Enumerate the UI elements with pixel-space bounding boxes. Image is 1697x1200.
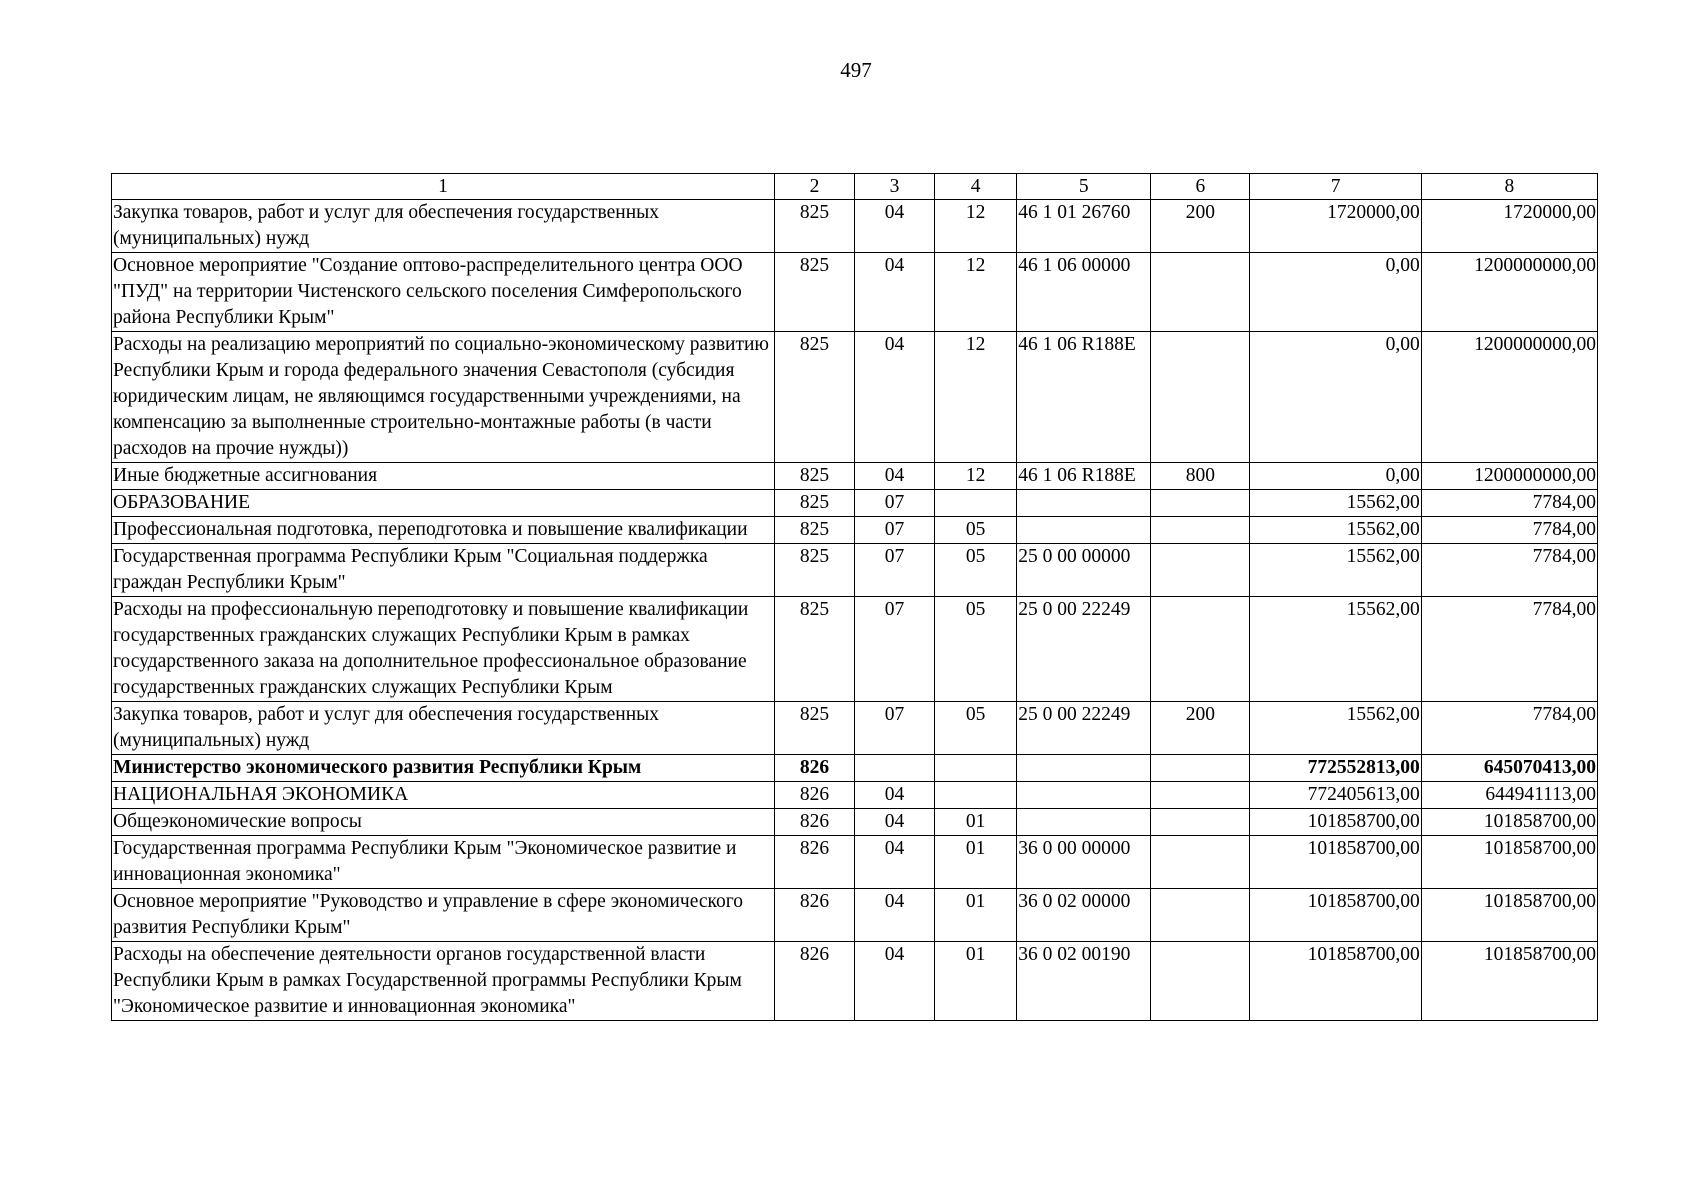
subsection-code-cell: 05 [935, 597, 1017, 702]
section-code-cell: 04 [854, 782, 934, 809]
grbs-code-cell: 825 [774, 597, 854, 702]
row-name-cell: Расходы на профессиональную переподготовку и повышение квалификации государственных гражданских служащих Республики Крым в рамках государственного заказа на дополнительное профессиональное образование государственных гражданских служащих Республики Крым [112, 597, 775, 702]
section-code-cell: 04 [854, 200, 934, 253]
subsection-code-cell [935, 755, 1017, 782]
section-code-cell: 07 [854, 544, 934, 597]
grbs-code-cell: 826 [774, 889, 854, 942]
table-row [112, 253, 1598, 332]
target-article-cell: 46 1 06 R188E [1017, 332, 1151, 463]
row-name-cell: Общеэкономические вопросы [112, 809, 775, 836]
row-name-cell: Основное мероприятие "Создание оптово-распределительного центра ООО "ПУД" на территории Чистенского сельского поселения Симферопольского района Республики Крым" [112, 253, 775, 332]
target-article-cell [1017, 517, 1151, 544]
subsection-code-cell: 12 [935, 200, 1017, 253]
subsection-code-cell: 05 [935, 517, 1017, 544]
column-header: 4 [935, 174, 1017, 200]
expense-type-cell [1151, 755, 1250, 782]
subsection-code-cell: 12 [935, 332, 1017, 463]
target-article-cell: 36 0 02 00190 [1017, 942, 1151, 1021]
row-name-cell: Министерство экономического развития Республики Крым [112, 755, 775, 782]
target-article-cell: 25 0 00 22249 [1017, 597, 1151, 702]
table-row [112, 200, 1598, 253]
amount-column-7-cell: 15562,00 [1250, 544, 1421, 597]
section-code-cell: 07 [854, 702, 934, 755]
grbs-code-cell: 825 [774, 253, 854, 332]
section-code-cell: 07 [854, 597, 934, 702]
section-code-cell: 04 [854, 332, 934, 463]
table-row [112, 836, 1598, 889]
column-header: 5 [1017, 174, 1151, 200]
row-name-cell: Основное мероприятие "Руководство и управление в сфере экономического развития Республики Крым" [112, 889, 775, 942]
target-article-cell: 46 1 01 26760 [1017, 200, 1151, 253]
amount-column-8-cell: 7784,00 [1421, 490, 1597, 517]
amount-column-8-cell: 7784,00 [1421, 544, 1597, 597]
table-row [112, 544, 1598, 597]
amount-column-8-cell: 101858700,00 [1421, 836, 1597, 889]
target-article-cell: 25 0 00 00000 [1017, 544, 1151, 597]
amount-column-7-cell: 101858700,00 [1250, 942, 1421, 1021]
subsection-code-cell: 01 [935, 942, 1017, 1021]
expense-type-cell [1151, 889, 1250, 942]
table-row [112, 597, 1598, 702]
subsection-code-cell: 05 [935, 702, 1017, 755]
grbs-code-cell: 825 [774, 490, 854, 517]
grbs-code-cell: 826 [774, 836, 854, 889]
amount-column-7-cell: 101858700,00 [1250, 836, 1421, 889]
amount-column-8-cell: 101858700,00 [1421, 889, 1597, 942]
section-code-cell [854, 755, 934, 782]
amount-column-8-cell: 1200000000,00 [1421, 463, 1597, 490]
expense-type-cell [1151, 253, 1250, 332]
amount-column-8-cell: 1200000000,00 [1421, 332, 1597, 463]
section-code-cell: 04 [854, 836, 934, 889]
column-header: 6 [1151, 174, 1250, 200]
target-article-cell [1017, 490, 1151, 517]
section-code-cell: 04 [854, 809, 934, 836]
expense-type-cell: 800 [1151, 463, 1250, 490]
expense-type-cell [1151, 332, 1250, 463]
row-name-cell: Профессиональная подготовка, переподготовка и повышение квалификации [112, 517, 775, 544]
column-header: 2 [774, 174, 854, 200]
header-row [112, 174, 1598, 200]
target-article-cell: 36 0 02 00000 [1017, 889, 1151, 942]
target-article-cell: 46 1 06 R188E [1017, 463, 1151, 490]
row-name-cell: Закупка товаров, работ и услуг для обеспечения государственных (муниципальных) нужд [112, 702, 775, 755]
table-row [112, 782, 1598, 809]
target-article-cell [1017, 782, 1151, 809]
section-code-cell: 07 [854, 517, 934, 544]
amount-column-8-cell: 1200000000,00 [1421, 253, 1597, 332]
amount-column-7-cell: 15562,00 [1250, 490, 1421, 517]
grbs-code-cell: 825 [774, 332, 854, 463]
subsection-code-cell: 12 [935, 463, 1017, 490]
grbs-code-cell: 825 [774, 517, 854, 544]
target-article-cell: 36 0 00 00000 [1017, 836, 1151, 889]
column-header: 1 [112, 174, 775, 200]
grbs-code-cell: 825 [774, 463, 854, 490]
column-header: 8 [1421, 174, 1597, 200]
amount-column-8-cell: 644941113,00 [1421, 782, 1597, 809]
table-row [112, 942, 1598, 1021]
table-row [112, 463, 1598, 490]
expense-type-cell [1151, 942, 1250, 1021]
amount-column-8-cell: 7784,00 [1421, 597, 1597, 702]
row-name-cell: Государственная программа Республики Крым "Экономическое развитие и инновационная экономика" [112, 836, 775, 889]
target-article-cell [1017, 809, 1151, 836]
target-article-cell: 46 1 06 00000 [1017, 253, 1151, 332]
amount-column-8-cell: 7784,00 [1421, 517, 1597, 544]
table-row [112, 889, 1598, 942]
section-code-cell: 07 [854, 490, 934, 517]
row-name-cell: Расходы на реализацию мероприятий по социально-экономическому развитию Республики Крым и города федерального значения Севастополя (субсидия юридическим лицам, не являющимся государственными учреждениями, на компенсацию за выполненные строительно-монтажные работы (в части расходов на прочие нужды)) [112, 332, 775, 463]
grbs-code-cell: 826 [774, 755, 854, 782]
expense-type-cell [1151, 490, 1250, 517]
subsection-code-cell: 01 [935, 889, 1017, 942]
section-code-cell: 04 [854, 942, 934, 1021]
grbs-code-cell: 825 [774, 702, 854, 755]
table-row [112, 809, 1598, 836]
amount-column-8-cell: 645070413,00 [1421, 755, 1597, 782]
row-name-cell: Государственная программа Республики Крым "Социальная поддержка граждан Республики Крым" [112, 544, 775, 597]
row-name-cell: ОБРАЗОВАНИЕ [112, 490, 775, 517]
expense-type-cell: 200 [1151, 702, 1250, 755]
table-row [112, 332, 1598, 463]
column-header: 3 [854, 174, 934, 200]
expense-type-cell [1151, 809, 1250, 836]
row-name-cell: Закупка товаров, работ и услуг для обеспечения государственных (муниципальных) нужд [112, 200, 775, 253]
row-name-cell: Расходы на обеспечение деятельности органов государственной власти Республики Крым в рамках Государственной программы Республики Крым "Экономическое развитие и инновационная экономика" [112, 942, 775, 1021]
grbs-code-cell: 825 [774, 200, 854, 253]
target-article-cell: 25 0 00 22249 [1017, 702, 1151, 755]
subsection-code-cell: 05 [935, 544, 1017, 597]
column-header: 7 [1250, 174, 1421, 200]
target-article-cell [1017, 755, 1151, 782]
expense-type-cell: 200 [1151, 200, 1250, 253]
amount-column-8-cell: 1720000,00 [1421, 200, 1597, 253]
grbs-code-cell: 826 [774, 942, 854, 1021]
expense-type-cell [1151, 782, 1250, 809]
table-row [112, 517, 1598, 544]
section-code-cell: 04 [854, 889, 934, 942]
grbs-code-cell: 826 [774, 782, 854, 809]
section-code-cell: 04 [854, 463, 934, 490]
section-code-cell: 04 [854, 253, 934, 332]
amount-column-7-cell: 15562,00 [1250, 702, 1421, 755]
subsection-code-cell: 12 [935, 253, 1017, 332]
subsection-code-cell [935, 490, 1017, 517]
amount-column-8-cell: 101858700,00 [1421, 809, 1597, 836]
amount-column-7-cell: 15562,00 [1250, 517, 1421, 544]
subsection-code-cell: 01 [935, 809, 1017, 836]
amount-column-8-cell: 101858700,00 [1421, 942, 1597, 1021]
subsection-code-cell [935, 782, 1017, 809]
grbs-code-cell: 825 [774, 544, 854, 597]
amount-column-7-cell: 1720000,00 [1250, 200, 1421, 253]
expense-type-cell [1151, 836, 1250, 889]
subsection-code-cell: 01 [935, 836, 1017, 889]
amount-column-7-cell: 101858700,00 [1250, 809, 1421, 836]
expense-type-cell [1151, 544, 1250, 597]
expense-type-cell [1151, 517, 1250, 544]
amount-column-7-cell: 15562,00 [1250, 597, 1421, 702]
budget-table [111, 173, 1598, 1021]
table-body [112, 200, 1598, 1021]
amount-column-7-cell: 101858700,00 [1250, 889, 1421, 942]
amount-column-7-cell: 0,00 [1250, 463, 1421, 490]
table-row [112, 490, 1598, 517]
page-number: 497 [840, 58, 872, 82]
amount-column-7-cell: 772552813,00 [1250, 755, 1421, 782]
table-row [112, 702, 1598, 755]
row-name-cell: Иные бюджетные ассигнования [112, 463, 775, 490]
amount-column-7-cell: 772405613,00 [1250, 782, 1421, 809]
table-row [112, 755, 1598, 782]
row-name-cell: НАЦИОНАЛЬНАЯ ЭКОНОМИКА [112, 782, 775, 809]
amount-column-7-cell: 0,00 [1250, 253, 1421, 332]
amount-column-7-cell: 0,00 [1250, 332, 1421, 463]
amount-column-8-cell: 7784,00 [1421, 702, 1597, 755]
expense-type-cell [1151, 597, 1250, 702]
grbs-code-cell: 826 [774, 809, 854, 836]
